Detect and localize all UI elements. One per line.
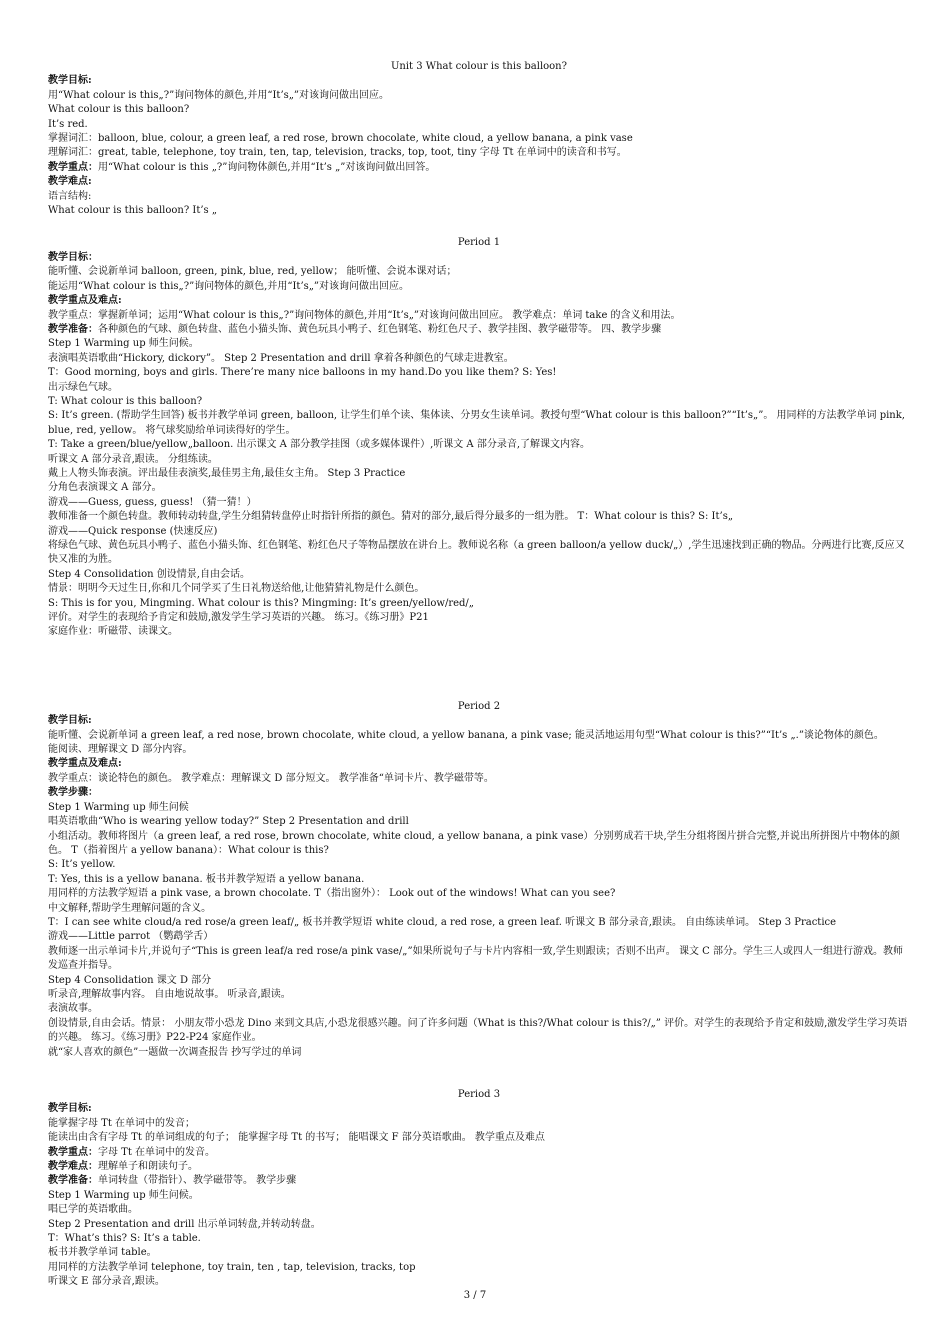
period-1-title: Period 1 <box>457 237 501 249</box>
text-line: 能读出由含有字母 Tt 的单词组成的句子； 能掌握字母 Tt 的书写； 能唱课文 F 部分英语歌曲。 教学重点及难点 <box>48 1132 545 1144</box>
text-line: 板书并教学单词 table。 <box>48 1247 157 1259</box>
line-lead: 教学难点： <box>48 1161 98 1173</box>
period-3-title: Period 3 <box>457 1089 501 1100</box>
section-heading: 教学重点及难点: <box>48 295 122 307</box>
text-line: T: Take a green/blue/yellow„balloon. 出示课文 A 部分教学挂图（或多媒体课件）,听课文 A 部分录音,了解课文内容。 <box>48 439 591 451</box>
section-heading: 教学目标: <box>48 715 92 727</box>
text-line: 用同样的方法教学短语 a pink vase, a brown chocolate. T（指出窗外）： Look out of the windows! What can you see? <box>48 888 616 900</box>
page-number: 3 / 7 <box>463 1290 487 1301</box>
text-line <box>48 1146 910 1160</box>
document-page <box>48 60 910 1290</box>
text-line: T: Yes, this is a yellow banana. 板书并教学短语 a yellow banana. <box>48 873 365 885</box>
text-line: It’s red. <box>48 118 88 130</box>
text-line: 教师逐一出示单词卡片,并说句子“This is green leaf/a red rose/a pink vase/„”如果所说句子与卡片内容相一致,学生则跟读；否则不出声。 课文 C 部分。学生三人或四人一组进行游戏。教师发巡查并指导。 <box>48 945 903 972</box>
text-line: 掌握词汇：balloon, blue, colour, a green leaf, a red rose, brown chocolate, white cloud, a yellow banana, a pink vase <box>48 133 633 145</box>
text-line: T: What colour is this balloon? <box>48 395 203 407</box>
text-line: 用“What colour is this„?”询问物体的颜色,并用“It’s„”对该询问做出回应。 <box>48 89 390 101</box>
period-3-section <box>48 1102 910 1289</box>
text-line: T：What’s this? S: It’s a table. <box>48 1233 201 1245</box>
text-line: 表演唱英语歌曲“Hickory, dickory”。 Step 2 Presentation and drill 拿着各种颜色的气球走进教室。 <box>48 352 514 364</box>
text-line: Step 1 Warming up 师生问候。 <box>48 338 199 350</box>
line-rest: 字母 Tt 在单词中的发音。 <box>98 1146 216 1158</box>
text-line: 教师准备一个颜色转盘。教师转动转盘,学生分组猜转盘停止时指针所指的颜色。猜对的部分,最后得分最多的一组为胜。 T：What colour is this? S: It’s„ <box>48 511 734 523</box>
line-rest: 理解单子和朗读句子。 <box>98 1161 198 1173</box>
text-line: 能运用“What colour is this„?”询问物体的颜色,并用“It’s„”对该询问做出回应。 <box>48 280 410 292</box>
line-lead: 教学准备： <box>48 1175 98 1187</box>
unit-title: Unit 3 What colour is this balloon? <box>390 61 567 72</box>
section-heading: 教学目标: <box>48 75 92 87</box>
text-line: 将绿色气球、黄色玩具小鸭子、蓝色小猫头饰、红色钢笔、粉红色尺子等物品摆放在讲台上。教师说名称（a green balloon/a yellow duck/„）,学生迅速找到正确的物品。分两进行比赛,反应又快又准的为胜。 <box>48 540 905 566</box>
text-line: T：I can see white cloud/a red rose/a green leaf/„ 板书并教学短语 white cloud, a red rose, a green leaf. 听课文 B 部分录音,跟读。 自由练读单词。 Step 3 Practice <box>48 916 837 928</box>
text-line <box>48 161 910 175</box>
text-line <box>48 323 910 337</box>
text-line: S: This is for you, Mingming. What colour is this? Mingming: It’s green/yellow/red/„ <box>48 597 474 609</box>
text-line: Step 4 Consolidation 课文 D 部分 <box>48 974 212 986</box>
period-2-title: Period 2 <box>457 700 501 712</box>
text-line: 创设情景,自由会话。情景： 小朋友带小恐龙 Dino 来到文具店,小恐龙很感兴趣。问了许多问题（What is this?/What colour is this?/„” 评价。对学生的表现给予肯定和鼓励,激发学生学习英语的兴趣。 练习。《练习册》P22-P24 家庭作业。 <box>48 1017 908 1044</box>
text-line: 表演故事。 <box>48 1003 98 1015</box>
text-line: 中文解释,帮助学生理解问题的含义。 <box>48 902 212 914</box>
period-1-section <box>48 251 910 640</box>
line-lead: 教学重点： <box>48 1146 98 1158</box>
text-line <box>48 1160 910 1174</box>
line-lead: 教学重点： <box>48 161 98 173</box>
text-line <box>48 1174 910 1188</box>
text-line: 能听懂、会说新单词 a green leaf, a red nose, brown chocolate, white cloud, a yellow banana, a pink vase; 能灵活地运用句型“What colour is this?”“It’s „.”谈论物体的颜色。 <box>48 729 884 741</box>
text-line: 唱已学的英语歌曲。 <box>48 1204 138 1216</box>
text-line: 情景：明明今天过生日,你和几个同学买了生日礼物送给他,让他猜猜礼物是什么颜色。 <box>48 583 425 595</box>
section-heading: 教学重点及难点: <box>48 758 122 770</box>
text-line: 听录音,理解故事内容。 自由地说故事。 听录音,跟读。 <box>48 988 291 1000</box>
text-line: 就“家人喜欢的颜色”一题做一次调查报告 抄写学过的单词 <box>48 1046 302 1058</box>
text-line: 能听懂、会说新单词 balloon, green, pink, blue, red, yellow； 能听懂、会说本课对话； <box>48 266 457 278</box>
text-line: 教学重点：谈论特色的颜色。 教学难点：理解课文 D 部分短文。 教学准备“单词卡片、教学磁带等。 <box>48 772 494 784</box>
text-line: What colour is this balloon? It’s „ <box>48 205 218 217</box>
text-line: 评价。对学生的表现给予肯定和鼓励,激发学生学习英语的兴趣。 练习。《练习册》P21 <box>48 612 429 624</box>
text-line: 家庭作业：听磁带、读课文。 <box>48 626 178 638</box>
text-line: 听课文 E 部分录音,跟读。 <box>48 1276 165 1288</box>
text-line: 用同样的方法教学单词 telephone, toy train, ten , tap, television, tracks, top <box>48 1261 416 1273</box>
section-heading: 教学目标： <box>48 251 98 263</box>
text-line: 游戏——Quick response (快速反应) <box>48 525 218 537</box>
text-line: 小组活动。教师将图片（a green leaf, a red rose, brown chocolate, white cloud, a yellow banana, a pink vase）分别剪成若干块,学生分组将图片拼合完整,并说出所拼图片中物体的颜色。 T（指着图片 a yellow banana）：What colour is this? <box>48 830 900 856</box>
line-lead: 教学准备： <box>48 323 98 335</box>
period-2-section <box>48 714 910 1060</box>
section-heading: 教学目标: <box>48 1103 92 1115</box>
text-line: T：Good morning, boys and girls. There’re many nice balloons in my hand.Do you like them? S: Yes! <box>48 367 557 379</box>
text-line: 出示绿色气球。 <box>48 381 118 393</box>
text-line: 唱英语歌曲“Who is wearing yellow today?” Step 2 Presentation and drill <box>48 816 409 828</box>
text-line: S: It’s green. (帮助学生回答) 板书并教学单词 green, balloon, 让学生们单个读、集体读、分男女生读单词。教授句型“What colour is this balloon?”“It’s„”。 用同样的方法教学单词 pink, blue, red, yellow。 将气球奖励给单词读得好的学生。 <box>48 410 905 436</box>
line-rest: 单词转盘（带指针）、教学磁带等。 教学步骤 <box>98 1175 297 1187</box>
text-line: 理解词汇：great, table, telephone, toy train, ten, tap, television, tracks, top, toot, tiny 字母 Tt 在单词中的读音和书写。 <box>48 147 627 159</box>
section-heading: 教学难点: <box>48 176 92 188</box>
text-line: Step 1 Warming up 师生问候。 <box>48 1189 199 1201</box>
text-line: 游戏——Guess, guess, guess! （猜一猜！） <box>48 496 257 508</box>
text-line: 能掌握字母 Tt 在单词中的发音； <box>48 1117 196 1129</box>
text-line: Step 2 Presentation and drill 出示单词转盘,并转动转盘。 <box>48 1218 321 1230</box>
text-line: 听课文 A 部分录音,跟读。 分组练读。 <box>48 453 218 465</box>
text-line: S: It’s yellow. <box>48 859 116 871</box>
text-line: Step 4 Consolidation 创设情景,自由会话。 <box>48 568 250 580</box>
text-line: Step 1 Warming up 师生问候 <box>48 801 189 813</box>
line-rest: 各种颜色的气球、颜色转盘、蓝色小猫头饰、黄色玩具小鸭子、红色钢笔、粉红色尺子、教学挂图、教学磁带等。 四、教学步骤 <box>98 323 662 335</box>
text-line: What colour is this balloon? <box>48 104 190 116</box>
section-heading: 教学步骤： <box>48 787 98 799</box>
text-line: 能阅读、理解课文 D 部分内容。 <box>48 744 193 756</box>
text-line: 游戏——Little parrot （鹦鹉学舌） <box>48 931 214 943</box>
text-line: 戴上人物头饰表演。评出最佳表演奖,最佳男主角,最佳女主角。 Step 3 Practice <box>48 467 406 479</box>
text-line: 分角色表演课文 A 部分。 <box>48 482 162 494</box>
unit-section <box>48 74 910 218</box>
text-line: 教学重点：掌握新单词；运用“What colour is this„?”询问物体的颜色,并用“It’s„”对该询问做出回应。 教学难点：单词 take 的含义和用法。 <box>48 309 681 321</box>
line-rest: 用“What colour is this „?”询问物体颜色,并用“It’s „”对该询问做出回答。 <box>98 161 436 173</box>
text-line: 语言结构: <box>48 190 92 202</box>
